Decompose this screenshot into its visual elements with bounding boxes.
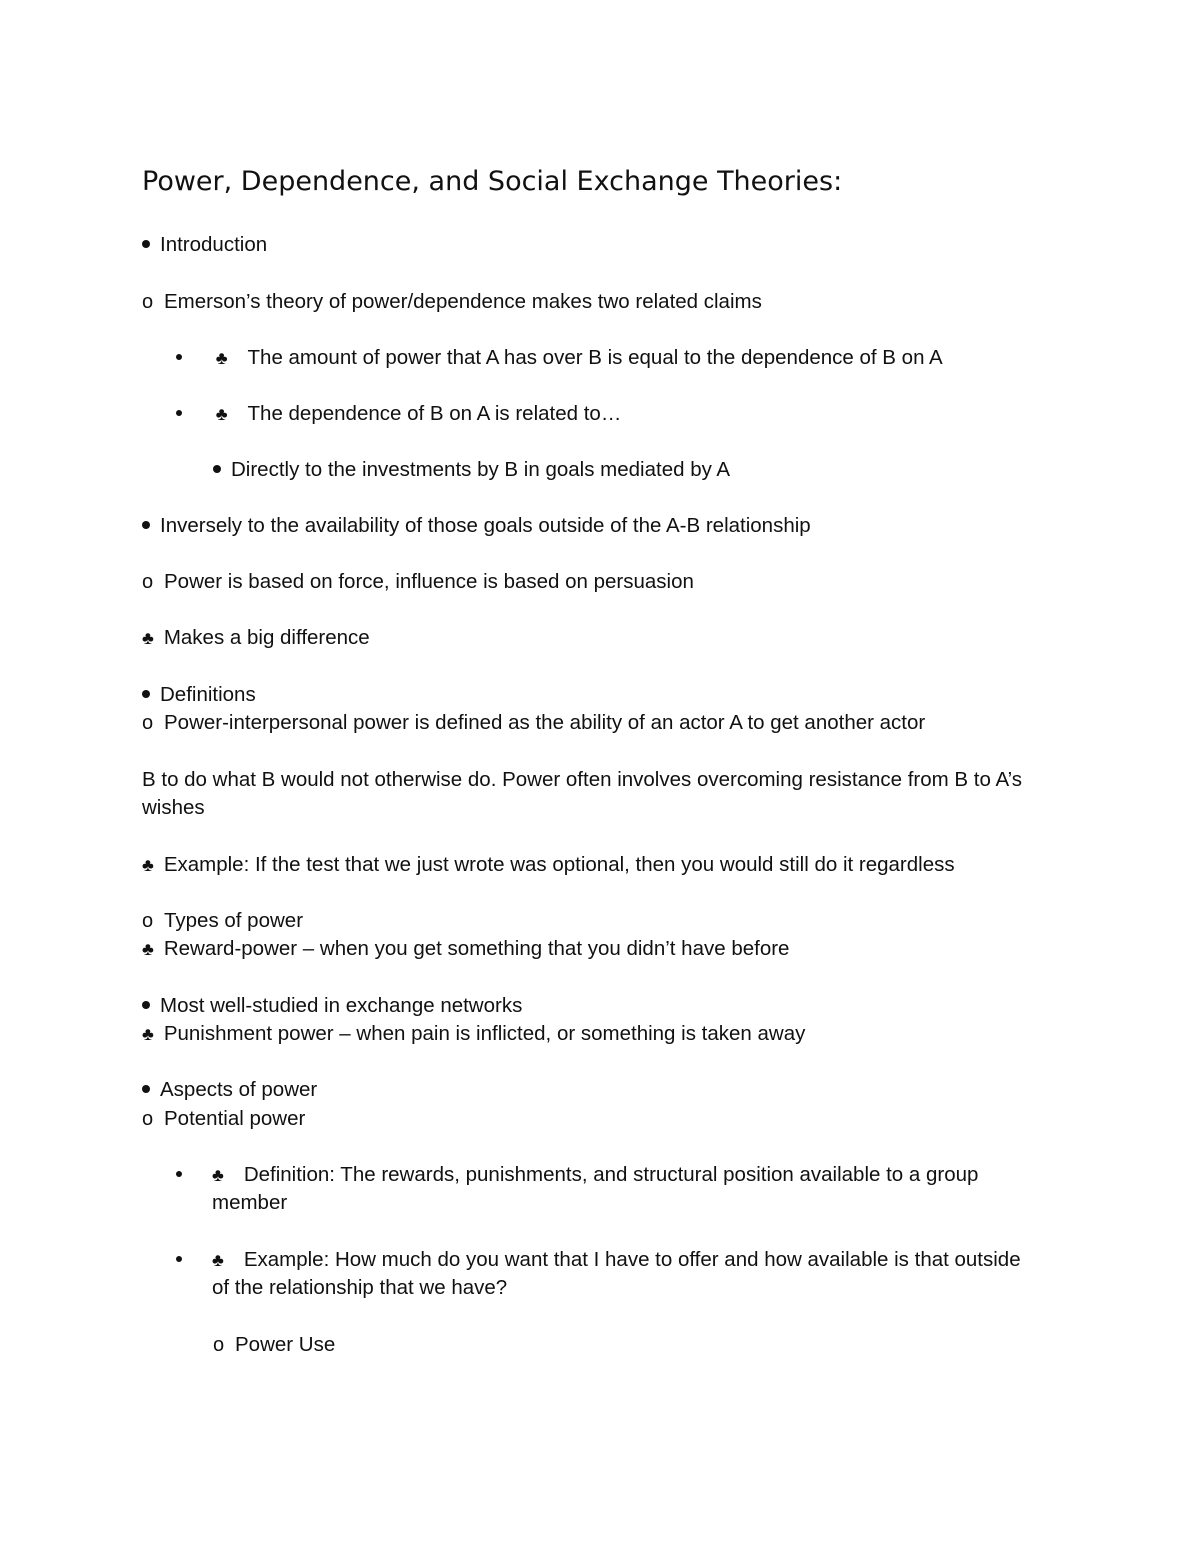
list-item: ♣ Reward-power – when you get something that you didn’t have before [142, 935, 789, 963]
list-item: Aspects of power [142, 1076, 317, 1104]
list-item: o Power is based on force, influence is based on persuasion [142, 568, 694, 596]
circle-bullet-icon: o [142, 1108, 154, 1130]
list-item [176, 1246, 182, 1274]
list-item-text: ♣ Example: How much do you want that I have to offer and how available is that outside of the relationship that we have? [212, 1248, 1021, 1299]
club-icon: ♣ [142, 1024, 154, 1044]
circle-bullet-icon: o [142, 291, 154, 313]
bullet-icon [142, 690, 150, 698]
page-title: Power, Dependence, and Social Exchange Theories: [142, 166, 843, 197]
list-item: ♣ Punishment power – when pain is inflicted, or something is taken away [142, 1020, 805, 1048]
circle-bullet-icon: o [142, 571, 154, 593]
list-item: ♣ The amount of power that A has over B is equal to the dependence of B on A [176, 344, 943, 372]
club-icon: ♣ [212, 1165, 224, 1185]
bullet-icon [176, 354, 182, 360]
circle-bullet-icon: o [142, 712, 154, 734]
list-item: o Power-interpersonal power is defined as the ability of an actor A to get another actor [142, 709, 925, 737]
club-icon: ♣ [215, 348, 228, 368]
list-item: Directly to the investments by B in goals mediated by A [213, 456, 730, 484]
bullet-icon [142, 1001, 150, 1009]
club-icon: ♣ [142, 628, 154, 648]
list-item: Introduction [142, 231, 267, 259]
list-item: Most well-studied in exchange networks [142, 992, 522, 1020]
list-item: o Potential power [142, 1105, 305, 1133]
list-item: Definitions [142, 681, 256, 709]
list-item: ♣ The dependence of B on A is related to… [176, 400, 621, 428]
paragraph: B to do what B would not otherwise do. Power often involves overcoming resistance from B to A’s wishes [142, 768, 1023, 819]
circle-bullet-icon: o [213, 1334, 225, 1356]
club-icon: ♣ [215, 404, 228, 424]
list-item: o Power Use [213, 1331, 335, 1359]
bullet-icon [176, 1171, 182, 1177]
list-item [176, 1161, 182, 1189]
club-icon: ♣ [142, 939, 154, 959]
bullet-icon [142, 240, 150, 248]
list-item: Inversely to the availability of those goals outside of the A-B relationship [142, 512, 811, 540]
bullet-icon [142, 521, 150, 529]
circle-bullet-icon: o [142, 910, 154, 932]
club-icon: ♣ [212, 1250, 224, 1270]
bullet-icon [176, 410, 182, 416]
bullet-icon [142, 1085, 150, 1093]
list-item: o Emerson’s theory of power/dependence makes two related claims [142, 288, 762, 316]
list-item: ♣ Example: If the test that we just wrote was optional, then you would still do it regardless [142, 851, 955, 879]
list-item: o Types of power [142, 907, 303, 935]
bullet-icon [176, 1256, 182, 1262]
bullet-icon [213, 465, 221, 473]
list-item: ♣ Makes a big difference [142, 624, 370, 652]
list-item-text: ♣ Definition: The rewards, punishments, and structural position available to a group member [212, 1163, 979, 1214]
club-icon: ♣ [142, 855, 154, 875]
